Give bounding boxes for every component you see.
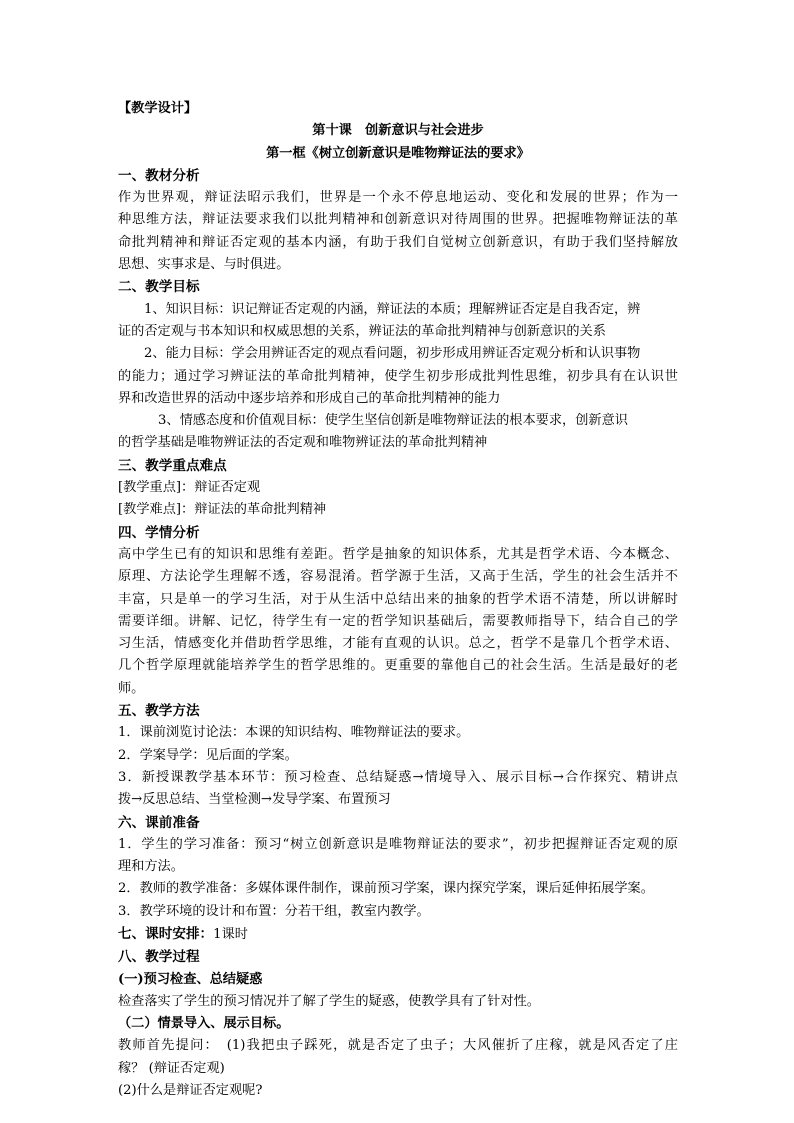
section-heading-preparation: 六、课前准备 <box>118 814 200 831</box>
key-point: [教学重点]：辩证否定观 <box>118 480 261 496</box>
section-heading-objectives: 二、教学目标 <box>118 279 200 296</box>
lesson-plan-document <box>118 98 678 1102</box>
paragraph-line: 原理、方法论学生理解不透，容易混淆。哲学源于生活，又高于生活，学生的社会生活并不 <box>118 569 678 585</box>
preparation-item-cont: 理和方法。 <box>118 859 184 875</box>
paragraph-line: 命批判精神和辩证否定观的基本内涵，有助于我们自觉树立创新意识，有助于我们坚持解放 <box>118 234 678 250</box>
process-step-text-cont: 稼？ (辩证否定观) <box>118 1060 225 1076</box>
section-heading-process: 八、教学过程 <box>118 949 200 966</box>
knowledge-objective-cont: 证的否定观与书本知识和权威思想的关系，辨证法的革命批判精神与创新意识的关系 <box>118 323 606 339</box>
preparation-item: 1．学生的学习准备：预习“树立创新意识是唯物辩证法的要求”，初步把握辩证否定观的原 <box>118 836 678 852</box>
emotion-objective-cont: 的哲学基础是唯物辨证法的否定观和唯物辨证法的革命批判精神 <box>118 435 488 451</box>
method-item: 1．课前浏览讨论法：本课的知识结构、唯物辩证法的要求。 <box>118 725 470 741</box>
process-step-question: (2)什么是辩证否定观呢? <box>118 1083 263 1099</box>
section-heading-schedule: 七、课时安排： <box>118 925 214 942</box>
paragraph-line: 思想、实事求是、与时俱进。 <box>118 257 290 273</box>
method-item: 3．新授课教学基本环节：预习检查、总结疑惑→情境导入、展示目标→合作探究、精讲点 <box>118 769 678 785</box>
process-step-title: （二）情景导入、展示目标。 <box>118 1016 290 1032</box>
doc-subtitle: 第一框《树立创新意识是唯物辩证法的要求》 <box>266 145 530 161</box>
section-heading-student-analysis: 四、学情分析 <box>118 524 200 541</box>
doc-title: 第十课 创新意识与社会进步 <box>312 123 484 139</box>
emotion-objective: 3、情感态度和价值观目标：使学生坚信创新是唯物辩证法的根本要求，创新意识 <box>158 413 628 429</box>
preparation-item: 3．教学环境的设计和布置：分若干组，教室内教学。 <box>118 903 430 919</box>
paragraph-line: 丰富，只是单一的学习生活，对于从生活中总结出来的抽象的哲学术语不清楚，所以讲解时 <box>118 591 678 607</box>
preparation-item: 2．教师的教学准备：多媒体课件制作，课前预习学案，课内探究学案，课后延伸拓展学案。 <box>118 881 654 897</box>
process-step-title: (一)预习检查、总结疑惑 <box>118 971 263 987</box>
section-heading-key-points: 三、教学重点难点 <box>118 457 227 474</box>
difficult-point: [教学难点]：辩证法的革命批判精神 <box>118 502 327 518</box>
process-step-text: 教师首先提问： (1)我把虫子踩死，就是否定了虫子；大风催折了庄稼，就是风否定了庄 <box>118 1038 678 1054</box>
section-heading-textbook-analysis: 一、教材分析 <box>118 167 200 184</box>
ability-objective-cont: 的能力；通过学习辨证法的革命批判精神，使学生初步形成批判性思维，初步具有在认识世 <box>118 368 678 384</box>
method-item-cont: 拨→反思总结、当堂检测→发导学案、布置预习 <box>118 792 391 808</box>
ability-objective: 2、能力目标：学会用辨证否定的观点看问题，初步形成用辨证否定观分析和认识事物 <box>144 346 641 362</box>
section-heading-methods: 五、教学方法 <box>118 703 200 720</box>
schedule-line <box>118 923 678 946</box>
process-step-text: 检查落实了学生的预习情况并了解了学生的疑惑，使教学具有了针对性。 <box>118 993 540 1009</box>
paragraph-line: 作为世界观，辩证法昭示我们，世界是一个永不停息地运动、变化和发展的世界；作为一 <box>118 190 678 206</box>
doc-label: 【教学设计】 <box>118 101 198 116</box>
paragraph-line: 高中学生已有的知识和思维有差距。哲学是抽象的知识体系，尤其是哲学术语、今本概念、 <box>118 546 678 562</box>
ability-objective-cont: 界和改造世界的活动中逐步培养和形成自己的革命批判精神的能力 <box>118 390 501 406</box>
paragraph-line: 几个哲学原理就能培养学生的哲学思维的。更重要的靠他自己的社会生活。生活是最好的老 <box>118 658 678 674</box>
method-item: 2．学案导学：见后面的学案。 <box>118 747 298 763</box>
schedule-value: 1课时 <box>213 926 248 942</box>
paragraph-line: 需要详细。讲解、记忆，待学生有一定的哲学知识基础后，需要教师指导下，结合自己的学 <box>118 613 678 629</box>
paragraph-line: 习生活，情感变化并借助哲学思维，才能有直观的认识。总之，哲学不是靠几个哲学术语、 <box>118 636 678 652</box>
paragraph-line: 种思维方法，辩证法要求我们以批判精神和创新意识对待周围的世界。把握唯物辩证法的革 <box>118 212 678 228</box>
paragraph-line: 师。 <box>118 680 145 696</box>
knowledge-objective: 1、知识目标：识记辩证否定观的内涵，辩证法的本质；理解辨证否定是自我否定，辨 <box>144 301 641 317</box>
